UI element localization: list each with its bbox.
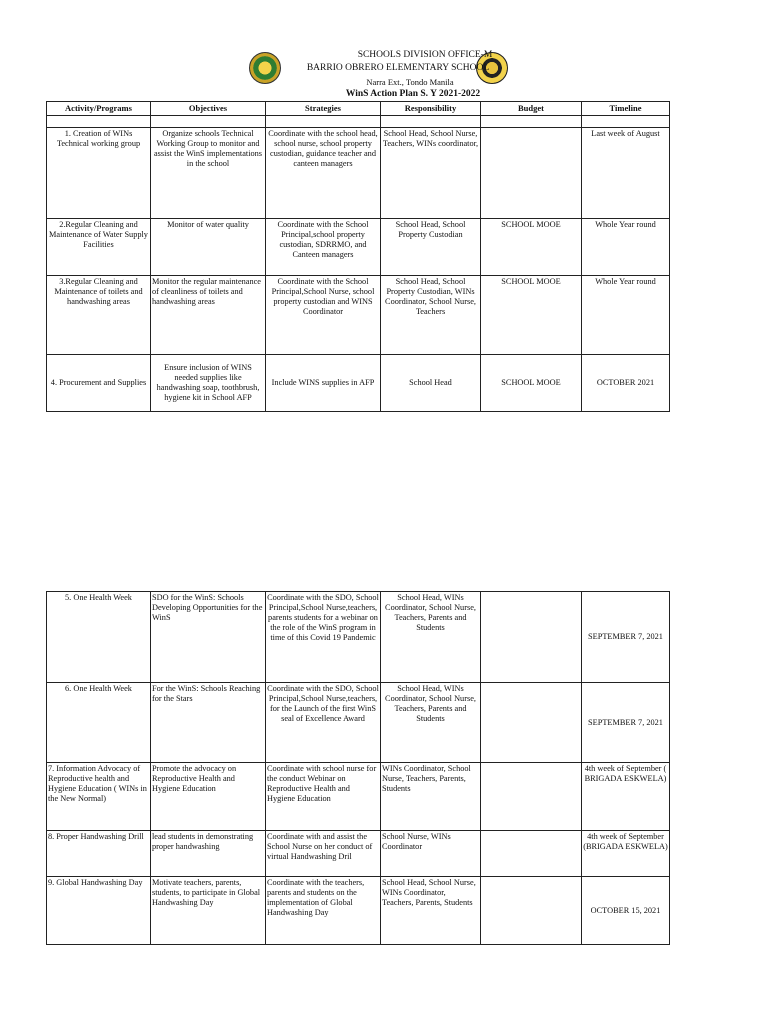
column-header-budget: Budget [481, 102, 582, 116]
objectives-cell: For the WinS: Schools Reaching for the Stars [151, 683, 266, 763]
strategies-cell: Coordinate with school nurse for the conduct Webinar on Reproductive Health and Hygiene Education [266, 763, 381, 831]
timeline-cell: Whole Year round [582, 276, 670, 355]
activity-cell: 3.Regular Cleaning and Maintenance of toilets and handwashing areas [47, 276, 151, 355]
budget-cell: SCHOOL MOOE [481, 219, 582, 276]
strategies-cell: Coordinate with the SDO, School Principal,School Nurse,teachers, parents students for a webinar on the role of the WinS program in time of this Covid 19 Pandemic [266, 592, 381, 683]
table-row [47, 355, 670, 412]
strategies-cell: Coordinate with the school head, school nurse, school property custodian, guidance teacher and canteen managers [266, 128, 381, 219]
empty-cell [151, 116, 266, 128]
budget-cell: SCHOOL MOOE [481, 355, 582, 412]
table-row [47, 276, 670, 355]
strategies-cell: Coordinate with the SDO, School Principal,School Nurse,teachers, for the Launch of the first WinS seal of Excellence Award [266, 683, 381, 763]
activity-cell: 8. Proper Handwashing Drill [47, 831, 151, 877]
school-name: BARRIO OBRERO ELEMENTARY SCHOOL [306, 63, 490, 73]
responsibility-cell: School Head, WINs Coordinator, School Nurse, Teachers, Parents and Students [381, 592, 481, 683]
responsibility-cell: WINs Coordinator, School Nurse, Teachers, Parents, Students [381, 763, 481, 831]
budget-cell [481, 128, 582, 219]
timeline-cell: Whole Year round [582, 219, 670, 276]
empty-cell [582, 116, 670, 128]
responsibility-cell: School Nurse, WINs Coordinator [381, 831, 481, 877]
activity-cell: 2.Regular Cleaning and Maintenance of Water Supply Facilities [47, 219, 151, 276]
timeline-cell: 4th week of September ( BRIGADA ESKWELA) [582, 763, 670, 831]
empty-cell [266, 116, 381, 128]
activity-cell: 7. Information Advocacy of Reproductive health and Hygiene Education ( WINs in the New Normal) [47, 763, 151, 831]
budget-cell [481, 877, 582, 945]
budget-cell [481, 683, 582, 763]
budget-cell [481, 831, 582, 877]
table-row [47, 831, 670, 877]
strategies-cell: Coordinate with the teachers, parents and students on the implementation of Global Handwashing Day [266, 877, 381, 945]
table-row [47, 128, 670, 219]
column-header-strategies: Strategies [266, 102, 381, 116]
office-name: SCHOOLS DIVISION OFFICE-M [357, 50, 493, 60]
responsibility-cell: School Head, WINs Coordinator, School Nurse, Teachers, Parents and Students [381, 683, 481, 763]
responsibility-cell: School Head, School Nurse, Teachers, WINs coordinator, [381, 128, 481, 219]
budget-cell: SCHOOL MOOE [481, 276, 582, 355]
empty-cell [47, 116, 151, 128]
action-plan-table-page1 [46, 101, 670, 412]
objectives-cell: Monitor of water quality [151, 219, 266, 276]
document-title: WinS Action Plan S. Y 2021-2022 [345, 89, 481, 99]
timeline-cell: SEPTEMBER 7, 2021 [582, 592, 670, 683]
table-spacer-row [47, 116, 670, 128]
objectives-cell: Ensure inclusion of WINS needed supplies like handwashing soap, toothbrush, hygiene kit in School AFP [151, 355, 266, 412]
timeline-cell: OCTOBER 2021 [582, 355, 670, 412]
responsibility-cell: School Head, School Property Custodian, WINs Coordinator, School Nurse, Teachers [381, 276, 481, 355]
timeline-cell: 4th week of September (BRIGADA ESKWELA) [582, 831, 670, 877]
objectives-cell: Monitor the regular maintenance of cleanliness of toilets and handwashing areas [151, 276, 266, 355]
activity-cell: 1. Creation of WINs Technical working group [47, 128, 151, 219]
timeline-cell: OCTOBER 15, 2021 [582, 877, 670, 945]
responsibility-cell: School Head, School Nurse, WINs Coordinator, Teachers, Parents, Students [381, 877, 481, 945]
strategies-cell: Coordinate with the School Principal,school property custodian, SDRRMO, and Canteen managers [266, 219, 381, 276]
strategies-cell: Include WINS supplies in AFP [266, 355, 381, 412]
responsibility-cell: School Head, School Property Custodian [381, 219, 481, 276]
activity-cell: 9. Global Handwashing Day [47, 877, 151, 945]
table-row [47, 877, 670, 945]
empty-cell [381, 116, 481, 128]
strategies-cell: Coordinate with and assist the School Nurse on her conduct of virtual Handwashing Dril [266, 831, 381, 877]
timeline-cell: SEPTEMBER 7, 2021 [582, 683, 670, 763]
budget-cell [481, 763, 582, 831]
table-header-row [47, 102, 670, 116]
table-row [47, 683, 670, 763]
empty-cell [481, 116, 582, 128]
objectives-cell: Organize schools Technical Working Group to monitor and assist the WinS implementations in the school [151, 128, 266, 219]
budget-cell [481, 592, 582, 683]
objectives-cell: Promote the advocacy on Reproductive Health and Hygiene Education [151, 763, 266, 831]
activity-cell: 4. Procurement and Supplies [47, 355, 151, 412]
column-header-timeline: Timeline [582, 102, 670, 116]
activity-cell: 6. One Health Week [47, 683, 151, 763]
school-address: Narra Ext., Tondo Manila [366, 77, 454, 87]
objectives-cell: lead students in demonstrating proper handwashing [151, 831, 266, 877]
action-plan-table-page2 [46, 591, 670, 945]
objectives-cell: SDO for the WinS: Schools Developing Opportunities for the WinS [151, 592, 266, 683]
activity-cell: 5. One Health Week [47, 592, 151, 683]
responsibility-cell: School Head [381, 355, 481, 412]
objectives-cell: Motivate teachers, parents, students, to participate in Global Handwashing Day [151, 877, 266, 945]
table-row [47, 763, 670, 831]
table-row [47, 219, 670, 276]
strategies-cell: Coordinate with the School Principal,School Nurse, school property custodian and WINS Coordinator [266, 276, 381, 355]
timeline-cell: Last week of August [582, 128, 670, 219]
column-header-activity: Activity/Programs [47, 102, 151, 116]
column-header-objectives: Objectives [151, 102, 266, 116]
table-row [47, 592, 670, 683]
column-header-responsibility: Responsibility [381, 102, 481, 116]
